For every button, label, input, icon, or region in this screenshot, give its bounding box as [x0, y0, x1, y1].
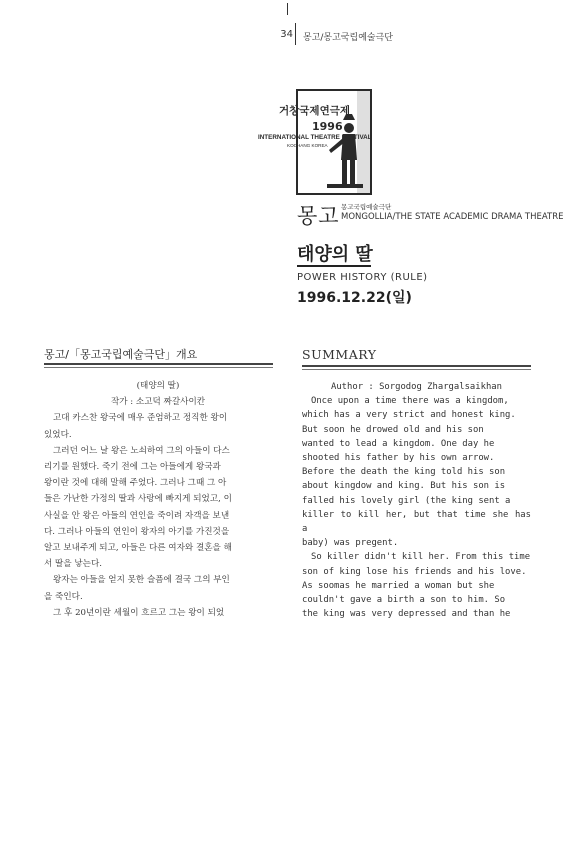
running-title: 몽고/몽고국립예술극단: [303, 33, 393, 43]
summary-line: Once upon a time there was a kingdom,: [311, 396, 509, 407]
summary-line: son of king lose his friends and his love.: [302, 566, 527, 577]
summary-heading-rule: [302, 365, 531, 367]
left-section-heading: 몽고/「몽고국립예술극단」개요: [44, 348, 198, 361]
left-author: 작가 : 소고덕 짜갈사이칸: [110, 397, 206, 408]
summary-line: shooted his father by his own arrow.: [302, 453, 495, 464]
festival-logo: [257, 88, 375, 198]
summary-author: Author : Sorgodog Zhargalsaikhan: [331, 382, 502, 392]
left-line: 고대 카스찬 왕국에 매우 준엄하고 정직한 왕이: [53, 413, 228, 424]
header-divider: [295, 23, 296, 45]
summary-line: couldn't gave a birth a son to him. So: [302, 595, 506, 606]
left-heading-rule-thin: [44, 367, 273, 368]
left-subtitle: (태양의 딸): [136, 381, 180, 391]
performance-date: 1996.12.22(일): [297, 290, 412, 306]
left-line: 다. 그러나 아들의 연인이 왕자의 아기를 가진것을: [44, 526, 230, 537]
summary-line: killer to kill her, but that time she has a: [302, 509, 531, 535]
summary-line: which has a very strict and honest king.: [302, 410, 516, 421]
company-name-en: MONGOLLIA/THE STATE ACADEMIC DRAMA THEATRE: [341, 212, 564, 222]
summary-line: falled his lovely girl (the king sent a: [302, 495, 511, 506]
left-line: 그 후 20년이란 세월이 흐르고 그는 왕이 되었: [53, 607, 225, 618]
left-line: 을 죽인다.: [44, 591, 83, 602]
summary-line: So killer didn't kill her. From this time: [311, 552, 531, 563]
summary-line: baby) was pregent.: [302, 538, 399, 549]
page-number: 34: [280, 29, 293, 40]
summary-line: But soon he drowed old and his son: [302, 424, 484, 435]
left-line: 왕이란 것에 대해 말해 주었다. 그러나 그때 그 아: [44, 478, 227, 489]
english-summary: [302, 380, 531, 621]
logo-door-shadow: [357, 90, 371, 194]
summary-heading-rule-thin: [302, 369, 531, 370]
summary-line: wanted to lead a kingdom. One day he: [302, 438, 495, 449]
left-synopsis: [44, 378, 272, 621]
summary-line: about kingdow and king. But his son is: [302, 481, 506, 492]
logo-year: 1996: [312, 120, 343, 133]
logo-festival-en: INTERNATIONAL THEATRE FESTIVAL: [258, 134, 372, 141]
summary-line: As soomas he married a woman but she: [302, 580, 495, 591]
left-line: 사실을 안 왕은 아들의 연인을 죽이려 자객을 보낸: [44, 510, 230, 521]
left-line: 왕자는 아들을 얻지 못한 슬픔에 결국 그의 부인: [53, 575, 230, 586]
company-country-kr: 몽고: [297, 204, 340, 228]
left-line: 리기를 원했다. 죽기 전에 그는 아들에게 왕국과: [44, 462, 221, 473]
logo-base: [327, 184, 363, 188]
company-name-kr: 몽고국립예술극단: [341, 203, 392, 211]
margin-tick: [287, 3, 288, 15]
summary-line: Before the death the king told his son: [302, 467, 506, 478]
left-line: 들은 가난한 가정의 딸과 사랑에 빠지게 되었고, 이: [44, 494, 232, 505]
logo-festival-kr: 거창국제연극제: [279, 105, 351, 117]
left-heading-rule: [44, 363, 273, 365]
play-title-kr: 태양의 딸: [297, 244, 373, 265]
summary-heading: SUMMARY: [302, 347, 377, 362]
left-line: 알고 보내주게 되고, 아들은 다른 여자와 결혼을 해: [44, 543, 232, 554]
play-title-underline: [297, 265, 371, 267]
left-line: 있었다.: [44, 429, 72, 440]
logo-location: KOCHANG KOREA: [287, 143, 328, 148]
left-line: 그러던 어느 날 왕은 노쇠하여 그의 아들이 다스: [53, 445, 230, 456]
left-line: 서 딸을 낳는다.: [44, 559, 103, 570]
play-title-en: POWER HISTORY (RULE): [297, 272, 428, 283]
summary-line: the king was very depressed and than he: [302, 609, 511, 620]
